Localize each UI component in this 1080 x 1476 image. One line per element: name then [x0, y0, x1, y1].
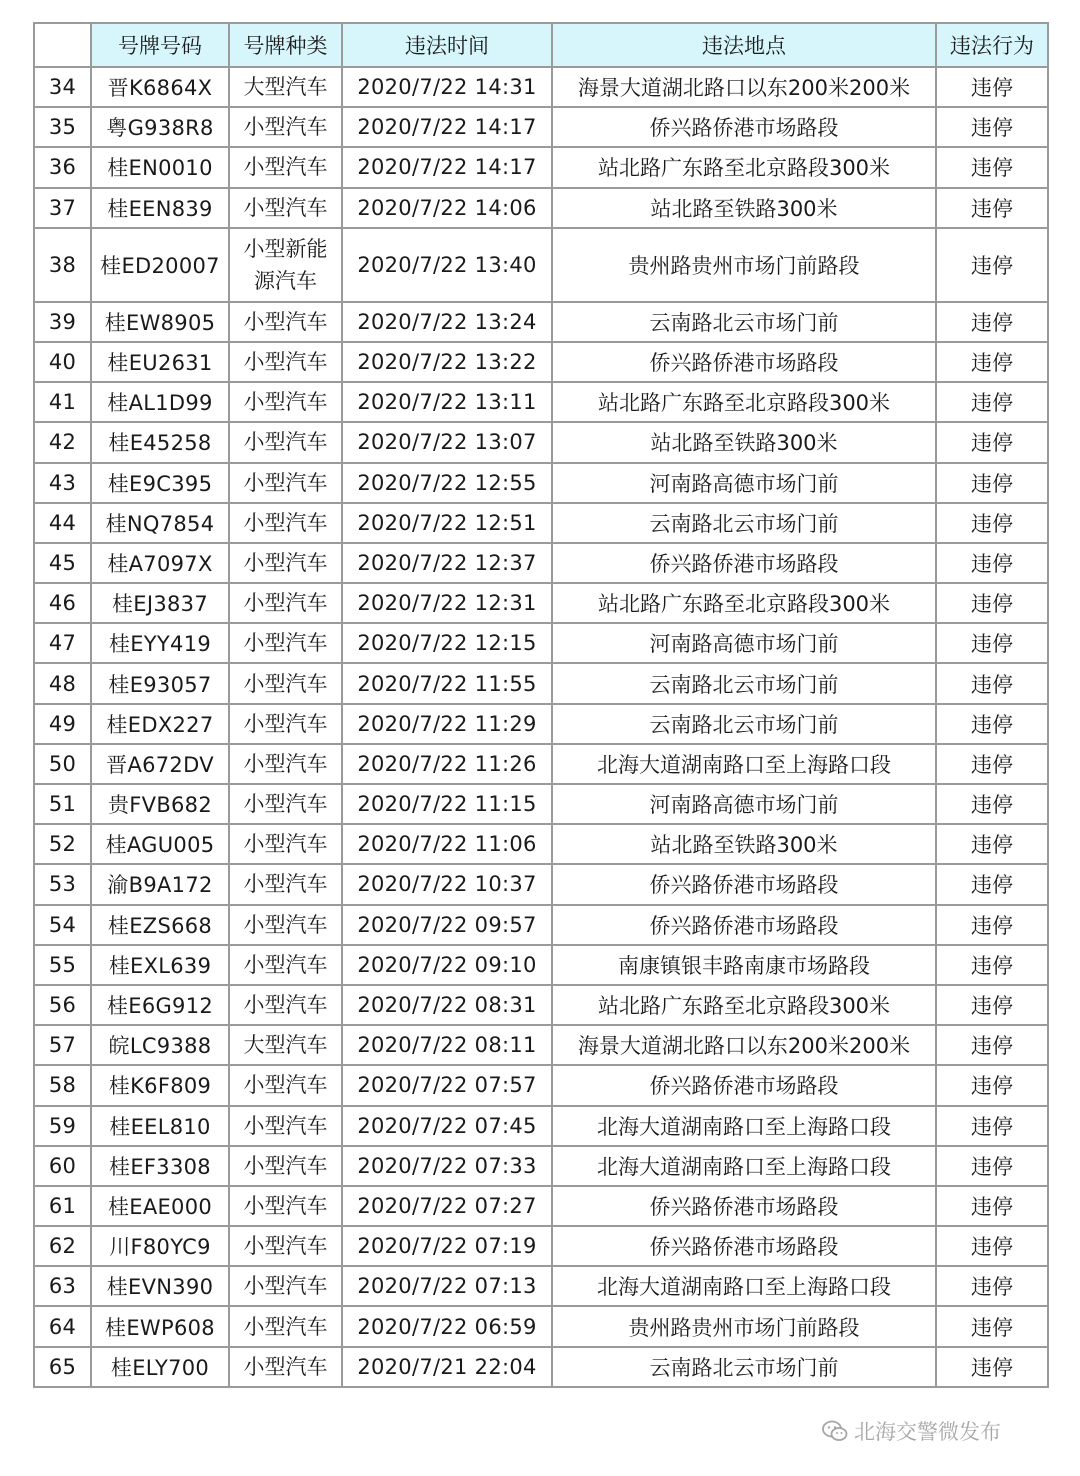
plate-number-cell: 桂EW8905 [91, 302, 229, 342]
plate-type-cell [229, 1226, 342, 1266]
header-index [34, 23, 91, 67]
plate-number-cell: 桂E93057 [91, 663, 229, 703]
violation-time-cell: 2020/7/22 12:51 [342, 503, 552, 543]
table-row [34, 342, 1048, 382]
plate-type-cell [229, 1025, 342, 1065]
table-row [34, 864, 1048, 904]
violation-time-cell: 2020/7/22 12:31 [342, 583, 552, 623]
plate-type-text: 小型汽车 [243, 912, 328, 937]
plate-type-cell [229, 1186, 342, 1226]
plate-type-text: 小型汽车 [243, 792, 328, 817]
violation-action-cell: 违停 [936, 1306, 1048, 1346]
plate-type-text: 大型汽车 [243, 75, 328, 100]
row-index-cell: 40 [34, 342, 91, 382]
plate-number-cell: 桂ED20007 [91, 228, 229, 302]
row-index-cell: 41 [34, 382, 91, 422]
plate-number-cell: 桂EWP608 [91, 1306, 229, 1346]
plate-type-cell [229, 864, 342, 904]
plate-number-cell: 桂EN0010 [91, 147, 229, 187]
table-row [34, 382, 1048, 422]
row-index-cell: 44 [34, 503, 91, 543]
violation-time-cell: 2020/7/22 08:31 [342, 985, 552, 1025]
violation-time-cell: 2020/7/22 13:22 [342, 342, 552, 382]
plate-type-cell [229, 784, 342, 824]
plate-type-text: 小型汽车 [243, 155, 328, 180]
plate-type-text: 小型汽车 [243, 832, 328, 857]
violation-location-cell: 侨兴路侨港市场路段 [552, 1186, 936, 1226]
header-violation-location: 违法地点 [552, 23, 936, 67]
table-row [34, 905, 1048, 945]
plate-type-cell [229, 422, 342, 462]
violation-time-cell: 2020/7/22 09:10 [342, 945, 552, 985]
plate-type-text: 小型汽车 [243, 195, 328, 220]
violation-action-cell: 违停 [936, 623, 1048, 663]
plate-number-cell: 桂A7097X [91, 543, 229, 583]
plate-type-text: 小型汽车 [243, 751, 328, 776]
plate-type-text: 小型汽车 [243, 952, 328, 977]
row-index-cell: 43 [34, 463, 91, 503]
violation-action-cell: 违停 [936, 985, 1048, 1025]
table-row [34, 147, 1048, 187]
plate-type-cell [229, 382, 342, 422]
violation-time-cell: 2020/7/22 09:57 [342, 905, 552, 945]
violation-location-cell: 北海大道湖南路口至上海路口段 [552, 744, 936, 784]
plate-number-cell: 桂EEL810 [91, 1106, 229, 1146]
table-row [34, 784, 1048, 824]
row-index-cell: 64 [34, 1306, 91, 1346]
plate-type-cell [229, 302, 342, 342]
row-index-cell: 48 [34, 663, 91, 703]
plate-type-text: 小型汽车 [243, 510, 328, 535]
plate-number-cell: 贵FVB682 [91, 784, 229, 824]
violation-action-cell: 违停 [936, 704, 1048, 744]
plate-number-cell: 桂EDX227 [91, 704, 229, 744]
plate-type-text: 小型汽车 [243, 1234, 328, 1259]
violation-location-cell: 河南路高德市场门前 [552, 463, 936, 503]
plate-type-cell [229, 147, 342, 187]
plate-number-cell: 渝B9A172 [91, 864, 229, 904]
wechat-icon [822, 1420, 848, 1442]
violation-location-cell: 云南路北云市场门前 [552, 302, 936, 342]
table-row [34, 623, 1048, 663]
violation-time-cell: 2020/7/22 13:11 [342, 382, 552, 422]
violation-action-cell: 违停 [936, 945, 1048, 985]
violation-time-cell: 2020/7/22 11:55 [342, 663, 552, 703]
plate-type-text: 小型汽车 [243, 430, 328, 455]
table-row [34, 704, 1048, 744]
violation-time-cell: 2020/7/22 14:31 [342, 67, 552, 107]
table-row [34, 1306, 1048, 1346]
plate-type-text: 小型汽车 [243, 1153, 328, 1178]
plate-type-text: 小型汽车 [243, 1193, 328, 1218]
plate-number-cell: 桂EYY419 [91, 623, 229, 663]
row-index-cell: 60 [34, 1146, 91, 1186]
watermark [822, 1414, 1001, 1448]
violation-location-cell: 北海大道湖南路口至上海路口段 [552, 1146, 936, 1186]
violation-time-cell: 2020/7/22 12:55 [342, 463, 552, 503]
row-index-cell: 65 [34, 1347, 91, 1387]
violation-action-cell: 违停 [936, 1106, 1048, 1146]
row-index-cell: 53 [34, 864, 91, 904]
violation-time-cell: 2020/7/22 14:06 [342, 188, 552, 228]
violation-action-cell: 违停 [936, 1186, 1048, 1226]
plate-type-cell [229, 704, 342, 744]
plate-type-text: 小型汽车 [243, 591, 328, 616]
violation-action-cell: 违停 [936, 67, 1048, 107]
row-index-cell: 63 [34, 1266, 91, 1306]
violation-action-cell: 违停 [936, 107, 1048, 147]
table-body [34, 67, 1048, 1387]
plate-number-cell: 晋K6864X [91, 67, 229, 107]
violation-time-cell: 2020/7/22 14:17 [342, 147, 552, 187]
violation-location-cell: 站北路广东路至北京路段300米 [552, 583, 936, 623]
plate-number-cell: 桂E6G912 [91, 985, 229, 1025]
plate-number-cell: 桂NQ7854 [91, 503, 229, 543]
violation-action-cell: 违停 [936, 1347, 1048, 1387]
plate-type-text: 小型汽车 [243, 1073, 328, 1098]
violation-action-cell: 违停 [936, 784, 1048, 824]
violation-location-cell: 侨兴路侨港市场路段 [552, 864, 936, 904]
row-index-cell: 54 [34, 905, 91, 945]
row-index-cell: 37 [34, 188, 91, 228]
plate-number-cell: 皖LC9388 [91, 1025, 229, 1065]
plate-type-text: 小型汽车 [243, 350, 328, 375]
violation-action-cell: 违停 [936, 147, 1048, 187]
plate-type-cell [229, 583, 342, 623]
plate-number-cell: 川F80YC9 [91, 1226, 229, 1266]
table-row [34, 1347, 1048, 1387]
violation-action-cell: 违停 [936, 744, 1048, 784]
watermark-text: 北海交警微发布 [854, 1420, 1001, 1444]
violation-location-cell: 站北路广东路至北京路段300米 [552, 985, 936, 1025]
row-index-cell: 62 [34, 1226, 91, 1266]
table-row [34, 1226, 1048, 1266]
row-index-cell: 42 [34, 422, 91, 462]
table-row [34, 188, 1048, 228]
violation-action-cell: 违停 [936, 1266, 1048, 1306]
violation-action-cell: 违停 [936, 302, 1048, 342]
plate-type-text: 小型汽车 [243, 115, 328, 140]
row-index-cell: 57 [34, 1025, 91, 1065]
violation-action-cell: 违停 [936, 382, 1048, 422]
plate-type-cell [229, 905, 342, 945]
violation-action-cell: 违停 [936, 583, 1048, 623]
table-row [34, 1065, 1048, 1105]
violation-time-cell: 2020/7/22 10:37 [342, 864, 552, 904]
violation-location-cell: 站北路至铁路300米 [552, 824, 936, 864]
table-row [34, 1025, 1048, 1065]
violation-location-cell: 站北路广东路至北京路段300米 [552, 382, 936, 422]
plate-type-cell [229, 985, 342, 1025]
table-header-row [34, 23, 1048, 67]
plate-type-text: 小型汽车 [243, 309, 328, 334]
plate-number-cell: 桂EU2631 [91, 342, 229, 382]
plate-type-text: 小型汽车 [243, 671, 328, 696]
violation-location-cell: 侨兴路侨港市场路段 [552, 1226, 936, 1266]
violation-location-cell: 侨兴路侨港市场路段 [552, 1065, 936, 1105]
violation-time-cell: 2020/7/22 07:27 [342, 1186, 552, 1226]
violation-time-cell: 2020/7/22 11:06 [342, 824, 552, 864]
violation-time-cell: 2020/7/22 13:40 [342, 228, 552, 302]
plate-type-text: 小型汽车 [243, 993, 328, 1018]
row-index-cell: 36 [34, 147, 91, 187]
plate-type-cell [229, 945, 342, 985]
table-row [34, 228, 1048, 302]
plate-type-text: 大型汽车 [243, 1033, 328, 1058]
table-row [34, 543, 1048, 583]
row-index-cell: 38 [34, 228, 91, 302]
row-index-cell: 49 [34, 704, 91, 744]
row-index-cell: 46 [34, 583, 91, 623]
violation-location-cell: 侨兴路侨港市场路段 [552, 107, 936, 147]
plate-type-cell [229, 543, 342, 583]
violation-action-cell: 违停 [936, 228, 1048, 302]
row-index-cell: 45 [34, 543, 91, 583]
plate-type-cell [229, 1266, 342, 1306]
plate-number-cell: 桂EVN390 [91, 1266, 229, 1306]
plate-type-cell [229, 824, 342, 864]
violation-action-cell: 违停 [936, 663, 1048, 703]
violation-time-cell: 2020/7/22 07:19 [342, 1226, 552, 1266]
violation-location-cell: 侨兴路侨港市场路段 [552, 543, 936, 583]
violation-time-cell: 2020/7/21 22:04 [342, 1347, 552, 1387]
violation-location-cell: 站北路至铁路300米 [552, 188, 936, 228]
header-violation-time: 违法时间 [342, 23, 552, 67]
violation-location-cell: 云南路北云市场门前 [552, 704, 936, 744]
header-plate-number: 号牌号码 [91, 23, 229, 67]
violation-time-cell: 2020/7/22 08:11 [342, 1025, 552, 1065]
plate-type-cell [229, 188, 342, 228]
plate-number-cell: 桂EJ3837 [91, 583, 229, 623]
violation-location-cell: 河南路高德市场门前 [552, 623, 936, 663]
plate-number-cell: 桂EZS668 [91, 905, 229, 945]
table-row [34, 985, 1048, 1025]
table-row [34, 67, 1048, 107]
violation-location-cell: 贵州路贵州市场门前路段 [552, 228, 936, 302]
row-index-cell: 52 [34, 824, 91, 864]
violation-location-cell: 北海大道湖南路口至上海路口段 [552, 1106, 936, 1146]
plate-type-cell [229, 623, 342, 663]
row-index-cell: 61 [34, 1186, 91, 1226]
violation-location-cell: 海景大道湖北路口以东200米200米 [552, 1025, 936, 1065]
plate-number-cell: 晋A672DV [91, 744, 229, 784]
table-row [34, 107, 1048, 147]
table-row [34, 1146, 1048, 1186]
plate-type-cell [229, 503, 342, 543]
header-plate-type: 号牌种类 [229, 23, 342, 67]
violation-time-cell: 2020/7/22 07:13 [342, 1266, 552, 1306]
plate-type-cell [229, 1065, 342, 1105]
violation-time-cell: 2020/7/22 07:45 [342, 1106, 552, 1146]
row-index-cell: 59 [34, 1106, 91, 1146]
table-row [34, 463, 1048, 503]
plate-type-cell [229, 663, 342, 703]
plate-type-text: 小型汽车 [243, 390, 328, 415]
violation-time-cell: 2020/7/22 13:24 [342, 302, 552, 342]
plate-number-cell: 粤G938R8 [91, 107, 229, 147]
plate-number-cell: 桂EAE000 [91, 1186, 229, 1226]
violation-table [33, 22, 1049, 1388]
table-row [34, 824, 1048, 864]
plate-type-cell [229, 1146, 342, 1186]
table-row [34, 422, 1048, 462]
violation-time-cell: 2020/7/22 11:29 [342, 704, 552, 744]
plate-type-text: 小型新能源汽车 [243, 236, 328, 293]
plate-type-text: 小型汽车 [243, 1274, 328, 1299]
violation-time-cell: 2020/7/22 12:15 [342, 623, 552, 663]
violation-location-cell: 北海大道湖南路口至上海路口段 [552, 1266, 936, 1306]
table-row [34, 1106, 1048, 1146]
violation-location-cell: 侨兴路侨港市场路段 [552, 905, 936, 945]
plate-type-cell [229, 463, 342, 503]
plate-type-text: 小型汽车 [243, 1113, 328, 1138]
violation-location-cell: 站北路广东路至北京路段300米 [552, 147, 936, 187]
violation-time-cell: 2020/7/22 11:26 [342, 744, 552, 784]
violation-location-cell: 南康镇银丰路南康市场路段 [552, 945, 936, 985]
plate-type-text: 小型汽车 [243, 1314, 328, 1339]
plate-type-cell [229, 228, 342, 302]
plate-number-cell: 桂ELY700 [91, 1347, 229, 1387]
row-index-cell: 34 [34, 67, 91, 107]
violation-time-cell: 2020/7/22 13:07 [342, 422, 552, 462]
row-index-cell: 50 [34, 744, 91, 784]
table-row [34, 663, 1048, 703]
table-row [34, 1266, 1048, 1306]
plate-type-cell [229, 107, 342, 147]
violation-time-cell: 2020/7/22 07:57 [342, 1065, 552, 1105]
violation-time-cell: 2020/7/22 07:33 [342, 1146, 552, 1186]
row-index-cell: 39 [34, 302, 91, 342]
violation-action-cell: 违停 [936, 824, 1048, 864]
violation-table-sheet [33, 22, 1047, 1388]
violation-action-cell: 违停 [936, 188, 1048, 228]
plate-type-text: 小型汽车 [243, 550, 328, 575]
row-index-cell: 51 [34, 784, 91, 824]
violation-location-cell: 河南路高德市场门前 [552, 784, 936, 824]
plate-number-cell: 桂E9C395 [91, 463, 229, 503]
table-row [34, 1186, 1048, 1226]
violation-location-cell: 站北路至铁路300米 [552, 422, 936, 462]
violation-location-cell: 云南路北云市场门前 [552, 503, 936, 543]
violation-action-cell: 违停 [936, 1226, 1048, 1266]
violation-action-cell: 违停 [936, 463, 1048, 503]
violation-action-cell: 违停 [936, 1025, 1048, 1065]
plate-number-cell: 桂EF3308 [91, 1146, 229, 1186]
plate-number-cell: 桂AL1D99 [91, 382, 229, 422]
table-row [34, 583, 1048, 623]
row-index-cell: 56 [34, 985, 91, 1025]
violation-time-cell: 2020/7/22 11:15 [342, 784, 552, 824]
violation-action-cell: 违停 [936, 543, 1048, 583]
plate-type-cell [229, 1106, 342, 1146]
row-index-cell: 35 [34, 107, 91, 147]
violation-location-cell: 海景大道湖北路口以东200米200米 [552, 67, 936, 107]
plate-type-text: 小型汽车 [243, 1354, 328, 1379]
plate-number-cell: 桂AGU005 [91, 824, 229, 864]
plate-number-cell: 桂EXL639 [91, 945, 229, 985]
violation-action-cell: 违停 [936, 422, 1048, 462]
plate-number-cell: 桂K6F809 [91, 1065, 229, 1105]
violation-location-cell: 贵州路贵州市场门前路段 [552, 1306, 936, 1346]
violation-action-cell: 违停 [936, 1146, 1048, 1186]
violation-action-cell: 违停 [936, 342, 1048, 382]
table-row [34, 945, 1048, 985]
plate-type-text: 小型汽车 [243, 631, 328, 656]
table-row [34, 302, 1048, 342]
table-row [34, 503, 1048, 543]
plate-type-cell [229, 1306, 342, 1346]
violation-action-cell: 违停 [936, 905, 1048, 945]
plate-type-cell [229, 744, 342, 784]
violation-location-cell: 侨兴路侨港市场路段 [552, 342, 936, 382]
plate-type-cell [229, 342, 342, 382]
row-index-cell: 58 [34, 1065, 91, 1105]
violation-time-cell: 2020/7/22 12:37 [342, 543, 552, 583]
plate-type-cell [229, 1347, 342, 1387]
row-index-cell: 47 [34, 623, 91, 663]
table-row [34, 744, 1048, 784]
violation-location-cell: 云南路北云市场门前 [552, 1347, 936, 1387]
violation-action-cell: 违停 [936, 503, 1048, 543]
violation-time-cell: 2020/7/22 14:17 [342, 107, 552, 147]
violation-location-cell: 云南路北云市场门前 [552, 663, 936, 703]
plate-number-cell: 桂E45258 [91, 422, 229, 462]
violation-time-cell: 2020/7/22 06:59 [342, 1306, 552, 1346]
violation-action-cell: 违停 [936, 1065, 1048, 1105]
violation-action-cell: 违停 [936, 864, 1048, 904]
plate-type-text: 小型汽车 [243, 872, 328, 897]
plate-type-text: 小型汽车 [243, 711, 328, 736]
plate-type-text: 小型汽车 [243, 470, 328, 495]
row-index-cell: 55 [34, 945, 91, 985]
header-violation-action: 违法行为 [936, 23, 1048, 67]
plate-number-cell: 桂EEN839 [91, 188, 229, 228]
plate-type-cell [229, 67, 342, 107]
